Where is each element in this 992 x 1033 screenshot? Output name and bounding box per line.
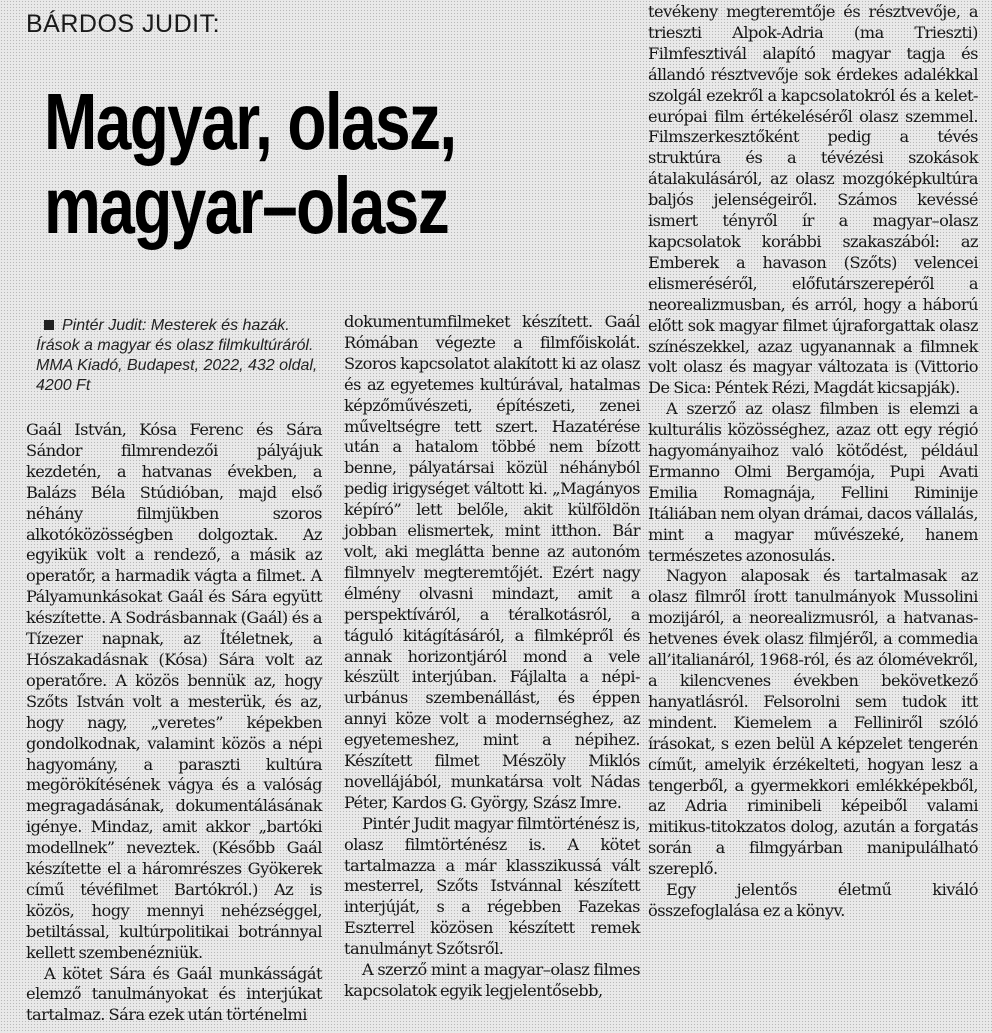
book-info-text: Pintér Judit: Mesterek és hazák. Írások a magyar és olasz filmkultúráról. MMA Kiadó, Budapest, 2022, 432 oldal, 4200 Ft [36, 317, 318, 394]
text-column-2 [344, 312, 640, 1002]
paragraph: A szerző az olasz filmben is elemzi a kulturális közösséghez, azaz ott egy régió hagyományaihoz való kötődést, például Ermanno Olmi Bergamója, Pupi Avati Emilia Romagnája, Fellini Riminije Itáliában nem olyan drámai, dacos vállalás, mint a magyar művészeké, hanem természetes azonosulás. [648, 399, 978, 565]
paragraph: Pintér Judit magyar filmtörténész is, olasz filmtörténész is. A kötet tartalmazza a már klasszikussá vált mesterrel, Szőts Istvánnal készített interjúját, s a régebben Fazekas Eszterrel közösen készített remek tanulmányt Szőtsről. [344, 813, 640, 959]
paragraph: Gaál István, Kósa Ferenc és Sára Sándor filmrendezői pályájuk kezdetén, a hatvanas években, a Balázs Béla Stúdióban, majd első néhány filmjükben szoros alkotóközösségben dolgoztak. Az egyikük volt a rendező, a másik az operatőr, a harmadik vágta a filmet. A Pályamunkásokat Gaál és Sára együtt készítette. A Sodrásbannak (Gaál) és a Tízezer napnak, az Ítéletnek, a Hószakadásnak (Kósa) Sára volt az operatőre. A közös bennük az, hogy Szőts István volt a mesterük, és az, hogy nagy, „veretes” képekben gondolkodnak, valamint közös a népi hagyomány, a paraszti kultúra megörökítésének vágya és a valóság megragadásának, dokumentálásának igénye. Mindaz, amit akkor „bartóki modellnek” neveztek. (Később Gaál készítette el a háromrészes Gyökerek című tévéfilmet Bartókról.) Az is közös, hogy mennyi nehézséggel, betiltással, kultúrpolitikai botránnyal kellett szembenézniük. [26, 420, 322, 962]
paragraph: A szerző mint a magyar–olasz filmes kapcsolatok egyik legjelentősebb, [344, 960, 640, 1000]
paragraph: Nagyon alaposak és tartalmasak az olasz filmről írott tanulmányok Mussolini mozijáról, a neorealizmusról, a hatvanas-hetvenes évek olasz filmjéről, a commedia all’italianáról, 1968-ról, és az ólomévekről, a kilencvenes években bekövetkező hanyatlásról. Felsorolni sem tudok itt mindent. Kiemelem a Felliniről szóló írásokat, s ezen belül A képzelet tengerén címűt, amelyik érzékelteti, hogyan lesz a tengerből, a gyermekkori emlékképekből, az Adria riminibeli képeiből valami mitikus-titokzatos dolog, azután a forgatás során a filmgyárban manipulálható szereplő. [648, 566, 978, 879]
square-bullet-icon [44, 320, 54, 330]
author-byline: BÁRDOS JUDIT: [26, 10, 221, 38]
headline-line-1: Magyar, olasz, [44, 77, 456, 166]
paragraph: tevékeny megteremtője és résztvevője, a trieszti Alpok-Adria (ma Trieszti) Filmfesztivál alapító magyar tagja és állandó résztvevője sok érdekes adalékkal szolgál ezekről a kapcsolatokról és a kelet-európai film értékeléséről olasz szemmel. Filmszerkesztőként pedig a tévés struktúra és a tévézési szokások átalakulásáról, az olasz mozgóképkultúra baljós jelenségeiről. Számos kevéssé ismert tényről ír a magyar–olasz kapcsolatok korábbi szakaszából: az Emberek a havason (Szőts) velencei elismeréséről, előfutárszerepéről a neorealizmusban, és arról, hogy a háború előtt sok magyar filmet újraforgattak olasz színészekkel, azaz ugyanannak a filmnek volt olasz és magyar változata is (Vittorio De Sica: Péntek Rézi, Magdát kicsapják). [648, 2, 978, 398]
article-headline [44, 77, 508, 250]
book-info [36, 316, 336, 396]
paragraph: dokumentumfilmeket készített. Gaál Rómában végezte a filmfőiskolát. Szoros kapcsolatot alakított ki az olasz és az egyetemes kultúrával, hatalmas képzőművészeti, építészeti, zenei műveltségre tett szert. Hazatérése után a hatalom többé nem bízott benne, pályatársai közül néhányból pedig irigységet váltott ki. „Magányos képíró” lett belőle, akit külföldön jobban elismertek, mint itthon. Bár volt, aki meglátta benne az autonóm filmnyelv megteremtőjét. Ezért nagy élmény olvasni mindazt, amit a perspektíváról, a téralkotásról, a táguló kitágításáról, a filmképről és annak horizontjáról mond a vele készült interjúban. Fájlalta a népi-urbánus szembenállást, és éppen annyi köze volt a modernséghez, az egyetemeshez, mint a népihez. Készített filmet Mészöly Miklós novellájából, munkatársa volt Nádas Péter, Kardos G. György, Szász Imre. [344, 312, 640, 812]
text-column-3 [648, 2, 978, 922]
paragraph: Egy jelentős életmű kiváló összefoglalása ez a könyv. [648, 880, 978, 920]
headline-line-2: magyar–olasz [44, 161, 449, 250]
paragraph: A kötet Sára és Gaál munkásságát elemző tanulmányokat és interjúkat tartalmaz. Sára ezek után történelmi [26, 963, 322, 1025]
text-column-1 [26, 420, 322, 1026]
